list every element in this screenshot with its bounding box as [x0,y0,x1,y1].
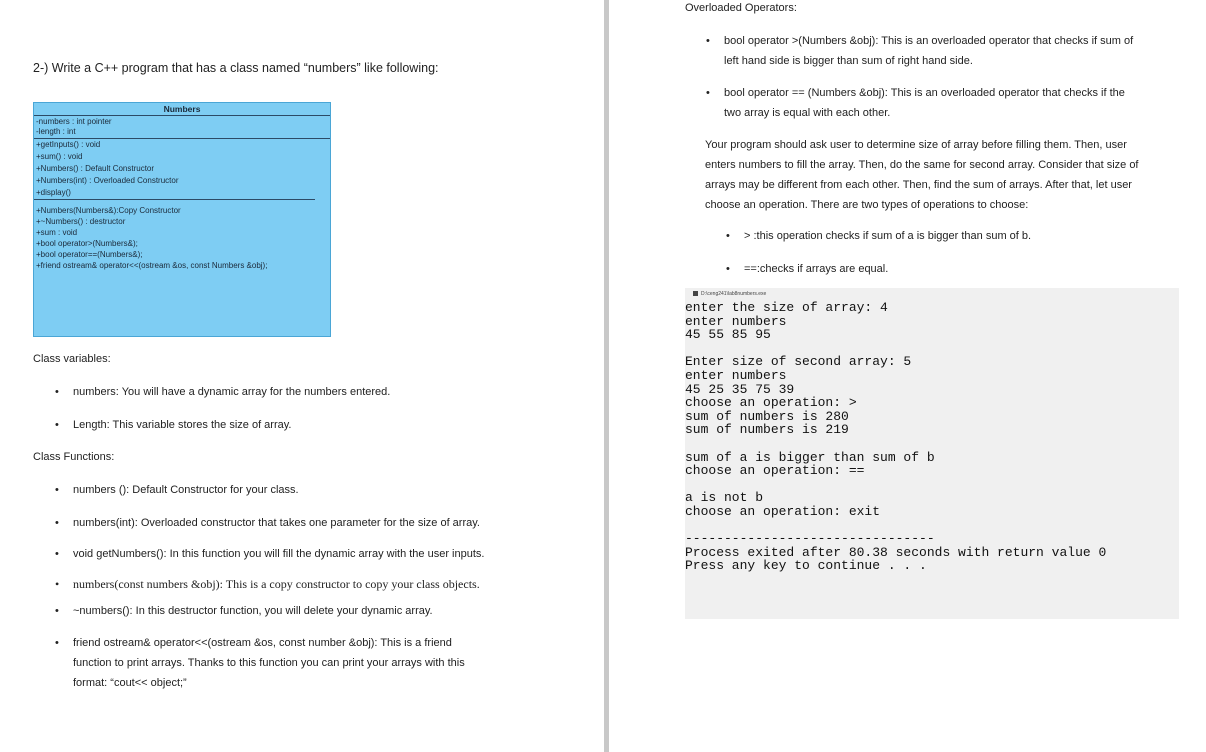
console-line: enter numbers [685,368,787,383]
uml-method: +Numbers(int) : Overloaded Constructor [36,176,179,185]
list-item: • numbers: You will have a dynamic array for the numbers entered. [55,386,391,398]
list-item: • numbers (): Default Constructor for your class. [55,484,299,496]
console-line: enter numbers [685,313,787,329]
console-line: Enter size of second array: 5 [685,354,912,370]
right-page [609,0,1206,752]
paragraph-line: enters numbers to fill the array. Then, do the same for second array. Consider that size of [705,159,1139,171]
list-item-text: numbers(const numbers &obj): This is a copy constructor to copy your class objects. [73,577,480,591]
console-line: choose an operation: == [685,463,865,479]
list-item: • ==:checks if arrays are equal. [726,263,889,275]
list-item-text: friend ostream& operator<<(ostream &os, const number &obj): This is a friend [73,637,452,649]
console-line: enter the size of array: 4 [685,300,888,315]
list-item-text: numbers(int): Overloaded constructor that takes one parameter for the size of array. [73,517,480,529]
console-line: Process exited after 80.38 seconds with return value 0 [685,544,1107,560]
uml-class-diagram [33,102,331,337]
console-line: sum of a is bigger than sum of b [685,449,935,465]
list-item: • numbers(int): Overloaded constructor that takes one parameter for the size of array. [55,517,480,529]
list-item: • ~numbers(): In this destructor function, you will delete your dynamic array. [55,605,433,617]
console-line: a is not b [685,490,764,506]
list-item-continued: two array is equal with each other. [724,107,891,119]
question-title: 2-) Write a C++ program that has a class named “numbers” like following: [33,61,439,75]
uml-divider [34,199,315,200]
uml-method: +bool operator>(Numbers&); [36,239,138,248]
uml-attribute: -numbers : int pointer [36,117,112,126]
list-item: • Length: This variable stores the size of array. [55,419,292,431]
list-item-continued: left hand side is bigger than sum of right hand side. [724,55,973,67]
class-variables-label: Class variables: [33,353,111,365]
console-line: Press any key to continue . . . [685,558,927,574]
uml-method: +sum() : void [36,152,83,161]
list-item-continued: function to print arrays. Thanks to this function you can print your arrays with this [73,657,465,669]
paragraph-line: arrays may be different from each other. Then, find the sum of arrays. After that, let user [705,179,1132,191]
uml-method: +friend ostream& operator<<(ostream &os, const Numbers &obj); [36,261,268,270]
uml-method: +getInputs() : void [36,140,101,149]
list-item-text: > :this operation checks if sum of a is bigger than sum of b. [744,230,1032,242]
uml-attribute: -length : int [36,127,76,136]
uml-method: +sum : void [36,228,78,237]
uml-method: +~Numbers() : destructor [36,217,126,226]
uml-divider [34,138,330,139]
list-item-text: ==:checks if arrays are equal. [744,263,889,275]
console-icon [693,291,698,296]
class-functions-label: Class Functions: [33,451,115,463]
uml-method: +Numbers() : Default Constructor [36,164,155,173]
list-item-text: ~numbers(): In this destructor function, you will delete your dynamic array. [73,605,433,617]
uml-method: +Numbers(Numbers&):Copy Constructor [36,206,181,215]
paragraph-line: choose an operation. There are two types of operations to choose: [705,199,1029,211]
list-item-text: bool operator == (Numbers &obj): This is an overloaded operator that checks if the [724,87,1125,99]
list-item-text: bool operator >(Numbers &obj): This is an overloaded operator that checks if sum of [724,35,1134,47]
console-line: 45 55 85 95 [685,327,771,343]
overloaded-operators-heading: Overloaded Operators: [685,2,797,14]
console-line: 45 25 35 75 39 [685,381,795,397]
uml-class-title: Numbers [163,104,201,114]
list-item: • > :this operation checks if sum of a is bigger than sum of b. [726,230,1032,242]
list-item: • bool operator >(Numbers &obj): This is an overloaded operator that checks if sum of [706,35,1134,47]
console-output [685,288,1179,619]
list-item: • void getNumbers(): In this function you will fill the dynamic array with the user inputs. [55,548,485,560]
console-line: sum of numbers is 280 [685,408,849,424]
list-item-text: numbers (): Default Constructor for your class. [73,484,299,496]
list-item-text: numbers: You will have a dynamic array for the numbers entered. [73,386,391,398]
console-title-bar [685,288,1179,300]
console-title: D:\ceng241\lab8numbers.exe [701,291,767,297]
paragraph-line: Your program should ask user to determine size of array before filling them. Then, user [705,139,1127,151]
uml-method: +display() [36,188,71,197]
console-line: choose an operation: exit [685,504,881,519]
uml-method: +bool operator==(Numbers&); [36,250,143,259]
list-item-text: Length: This variable stores the size of array. [73,419,292,431]
console-line: choose an operation: > [685,395,857,411]
list-item: • bool operator == (Numbers &obj): This is an overloaded operator that checks if the [706,87,1125,99]
list-item-continued: format: “cout<< object;” [73,677,187,689]
console-line: sum of numbers is 219 [685,422,849,438]
list-item: • friend ostream& operator<<(ostream &os, const number &obj): This is a friend [55,637,452,649]
uml-divider [34,115,330,116]
console-line: -------------------------------- [685,531,935,547]
list-item-text: void getNumbers(): In this function you will fill the dynamic array with the user inputs. [73,548,485,560]
list-item: • numbers(const numbers &obj): This is a copy constructor to copy your class objects. [55,577,480,591]
